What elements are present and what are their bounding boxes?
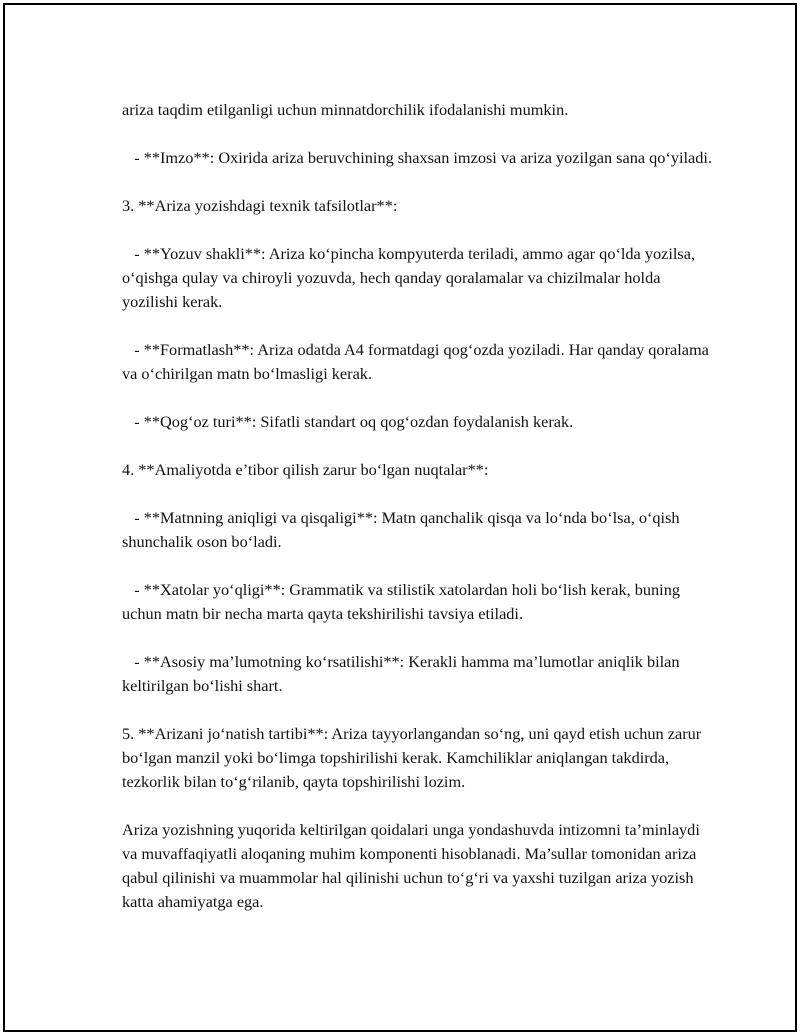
- page-frame: [3, 3, 797, 1032]
- paragraph-key-info: - **Asosiy ma’lumotning ko‘rsatilishi**: Kerakli hamma ma’lumotlar aniqlik bilan keltirilgan bo‘lishi shart.: [122, 652, 684, 695]
- paragraph-intro-continuation: ariza taqdim etilganligi uchun minnatdorchilik ifodalanishi mumkin.: [122, 100, 569, 119]
- paragraph-formatting: - **Formatlash**: Ariza odatda A4 formatdagi qog‘ozda yoziladi. Har qanday qoralama va o‘chirilgan matn bo‘lmasligi kerak.: [122, 340, 713, 383]
- document-body: [122, 98, 712, 914]
- paragraph-writing-form: - **Yozuv shakli**: Ariza ko‘pincha kompyuterda teriladi, ammo agar qo‘lda yozilsa, o‘qishga qulay va chiroyli yozuvda, hech qanday qoralamalar va chizilmalar holda yozilishi kerak.: [122, 244, 700, 311]
- heading-practical-points: 4. **Amaliyotda e’tibor qilish zarur bo‘lgan nuqtalar**:: [122, 460, 489, 479]
- paragraph-no-errors: - **Xatolar yo‘qligi**: Grammatik va stilistik xatolardan holi bo‘lish kerak, buning uchun matn bir necha marta qayta tekshirilishi tavsiya etiladi.: [122, 580, 685, 623]
- paragraph-imzo: - **Imzo**: Oxirida ariza beruvchining shaxsan imzosi va ariza yozilgan sana qo‘yiladi.: [122, 148, 713, 167]
- heading-technical-details: 3. **Ariza yozishdagi texnik tafsilotlar**:: [122, 196, 398, 215]
- paragraph-clarity: - **Matnning aniqligi va qisqaligi**: Matn qanchalik qisqa va lo‘nda bo‘lsa, o‘qish shunchalik oson bo‘ladi.: [122, 508, 684, 551]
- paragraph-conclusion: Ariza yozishning yuqorida keltirilgan qoidalari unga yondashuvda intizomni ta’minlaydi va muvaffaqiyatli aloqaning muhim komponenti hisoblanadi. Ma’sullar tomonidan ariza qabul qilinishi va muammolar hal qilinishi uchun to‘g‘ri va yaxshi tuzilgan ariza yozish katta ahamiyatga ega.: [122, 820, 704, 911]
- paragraph-submission: 5. **Arizani jo‘natish tartibi**: Ariza tayyorlangandan so‘ng, uni qayd etish uchun zarur bo‘lgan manzil yoki bo‘limga topshirilishi kerak. Kamchiliklar aniqlangan takdirda, tezkorlik bilan to‘g‘rilanib, qayta topshirilishi lozim.: [122, 724, 706, 791]
- paragraph-paper-type: - **Qog‘oz turi**: Sifatli standart oq qog‘ozdan foydalanish kerak.: [122, 412, 574, 431]
